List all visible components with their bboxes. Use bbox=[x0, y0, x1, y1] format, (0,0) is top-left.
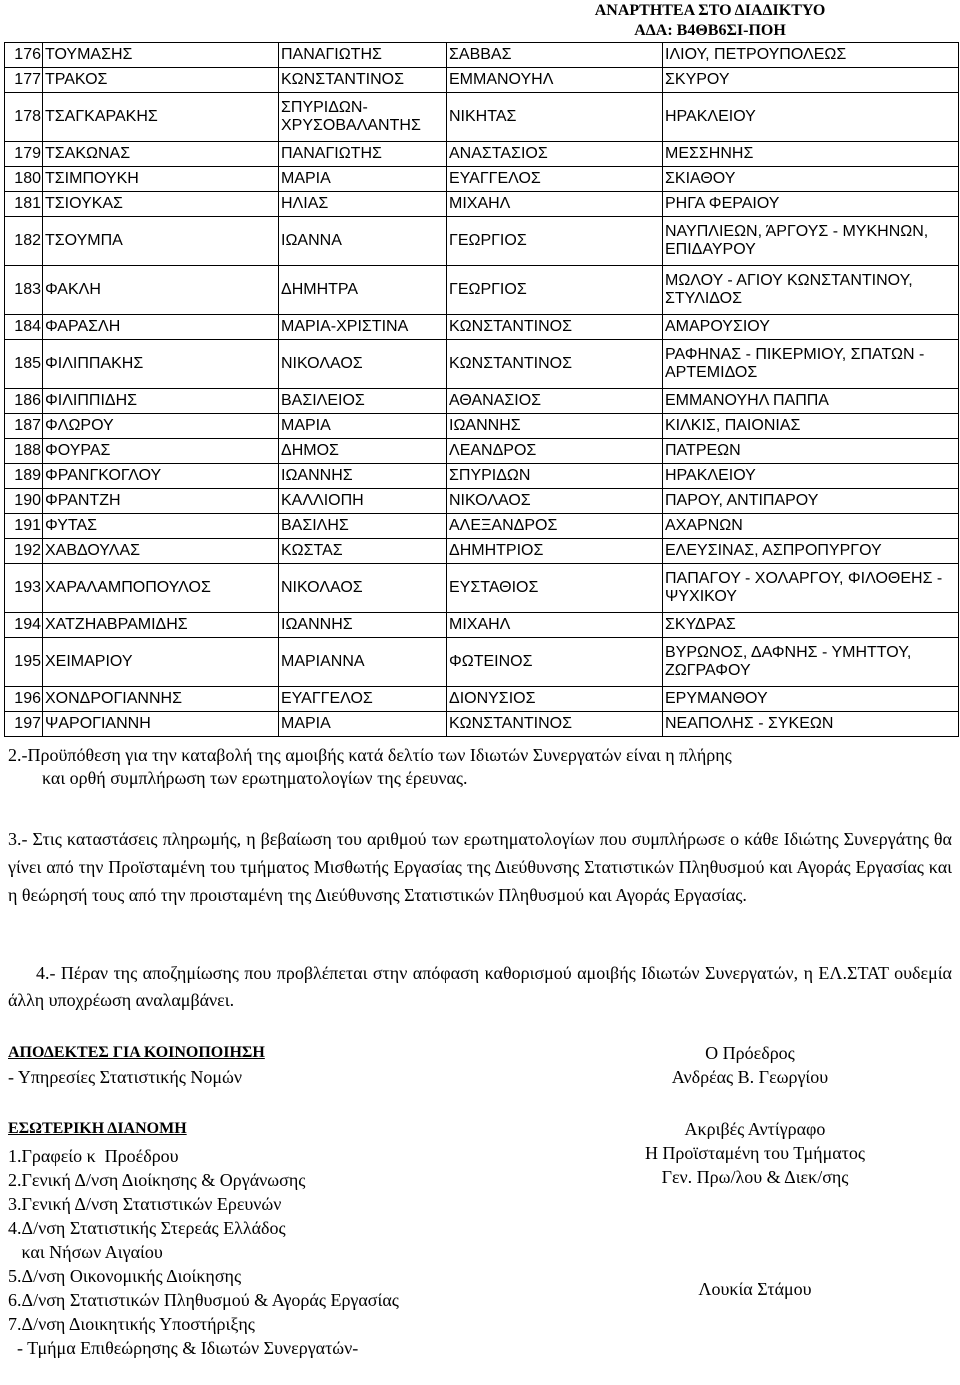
row-number-cell: 183 bbox=[5, 266, 43, 315]
surname-cell: ΨΑΡΟΓΙΑΝΝΗ bbox=[43, 712, 279, 737]
surname-cell: ΧΕΙΜΑΡΙΟΥ bbox=[43, 638, 279, 687]
father-name-cell: ΔΙΟΝΥΣΙΟΣ bbox=[447, 687, 663, 712]
table-row bbox=[5, 687, 959, 712]
table-row bbox=[5, 340, 959, 389]
father-name-cell: ΦΩΤΕΙΝΟΣ bbox=[447, 638, 663, 687]
row-number-cell: 176 bbox=[5, 43, 43, 68]
table-row bbox=[5, 489, 959, 514]
table-row bbox=[5, 638, 959, 687]
father-name-cell: ΜΙΧΑΗΛ bbox=[447, 613, 663, 638]
surname-cell: ΦΙΛΙΠΠΙΔΗΣ bbox=[43, 389, 279, 414]
area-cell: ΗΡΑΚΛΕΙΟΥ bbox=[663, 464, 959, 489]
first-name-cell: ΒΑΣΙΛΕΙΟΣ bbox=[279, 389, 447, 414]
internal-distribution-list bbox=[8, 1144, 568, 1360]
paragraph-2 bbox=[8, 744, 952, 790]
father-name-cell: ΕΜΜΑΝΟΥΗΛ bbox=[447, 68, 663, 93]
first-name-cell: ΕΥΑΓΓΕΛΟΣ bbox=[279, 687, 447, 712]
father-name-cell: ΛΕΑΝΔΡΟΣ bbox=[447, 439, 663, 464]
father-name-cell: ΓΕΩΡΓΙΟΣ bbox=[447, 266, 663, 315]
area-cell: ΜΕΣΣΗΝΗΣ bbox=[663, 142, 959, 167]
paragraph-3: 3.- Στις καταστάσεις πληρωμής, η βεβαίωση του αριθμού των ερωτηματολογίων που συμπλήρωσε ο κάθε Ιδιώτης Συνεργάτης θα γίνει από την Προϊσταμένη του τμήματος Μισθωτής Εργασίας της Διεύθυνσης Στατιστικών Πληθυσμού και Αγοράς Εργασίας και η θεώρησή τους από την προισταμένη της Διεύθυνσης Στατιστικών Πληθυσμού και Αγοράς Εργασίας. bbox=[8, 829, 952, 905]
president-signature-block bbox=[560, 1041, 940, 1089]
table-row bbox=[5, 68, 959, 93]
paragraph-2-line1: 2.-Προϋπόθεση για την καταβολή της αμοιβής κατά δελτίο των Ιδιωτών Συνεργατών είναι η πλήρης bbox=[8, 745, 732, 765]
first-name-cell: ΚΩΣΤΑΣ bbox=[279, 539, 447, 564]
first-name-cell: ΔΗΜΗΤΡΑ bbox=[279, 266, 447, 315]
first-name-cell: ΠΑΝΑΓΙΩΤΗΣ bbox=[279, 142, 447, 167]
internal-distribution-item: 6.Δ/νση Στατιστικών Πληθυσμού & Αγοράς Εργασίας bbox=[8, 1290, 399, 1310]
surname-cell: ΤΣΑΚΩΝΑΣ bbox=[43, 142, 279, 167]
area-cell: ΕΛΕΥΣΙΝΑΣ, ΑΣΠΡΟΠΥΡΓΟΥ bbox=[663, 539, 959, 564]
copy-certification-block bbox=[570, 1117, 940, 1189]
row-number-cell: 182 bbox=[5, 217, 43, 266]
department-name: Γεν. Πρω/λου & Διεκ/σης bbox=[661, 1167, 849, 1187]
internal-distribution-item: 2.Γενική Δ/νση Διοίκησης & Οργάνωσης bbox=[8, 1170, 306, 1190]
first-name-cell: ΚΩΝΣΤΑΝΤΙΝΟΣ bbox=[279, 68, 447, 93]
table-row bbox=[5, 539, 959, 564]
internal-distribution-title: ΕΣΩΤΕΡΙΚΗ ΔΙΑΝΟΜΗ bbox=[8, 1120, 187, 1137]
row-number-cell: 177 bbox=[5, 68, 43, 93]
table-row bbox=[5, 613, 959, 638]
ada-code: ΑΔΑ: Β4ΘΒ6ΣΙ-ΠΟΗ bbox=[634, 22, 786, 39]
internal-distribution-item: και Νήσων Αιγαίου bbox=[8, 1242, 163, 1262]
signer-name: Λουκία Στάμου bbox=[698, 1279, 812, 1299]
internal-distribution-item: 7.Δ/νση Διοικητικής Υποστήριξης bbox=[8, 1314, 255, 1334]
area-cell: ΝΑΥΠΛΙΕΩΝ, ΆΡΓΟΥΣ - ΜΥΚΗΝΩΝ, ΕΠΙΔΑΥΡΟΥ bbox=[663, 217, 959, 266]
area-cell: ΣΚΙΑΘΟΥ bbox=[663, 167, 959, 192]
first-name-cell: ΝΙΚΟΛΑΟΣ bbox=[279, 340, 447, 389]
table-row bbox=[5, 464, 959, 489]
first-name-cell: ΜΑΡΙΑ bbox=[279, 712, 447, 737]
row-number-cell: 188 bbox=[5, 439, 43, 464]
row-number-cell: 185 bbox=[5, 340, 43, 389]
area-cell: ΡΗΓΑ ΦΕΡΑΙΟΥ bbox=[663, 192, 959, 217]
father-name-cell: ΣΑΒΒΑΣ bbox=[447, 43, 663, 68]
registry-table-body bbox=[5, 43, 959, 737]
area-cell: ΒΥΡΩΝΟΣ, ΔΑΦΝΗΣ - ΥΜΗΤΤΟΥ, ΖΩΓΡΑΦΟΥ bbox=[663, 638, 959, 687]
father-name-cell: ΑΛΕΞΑΝΔΡΟΣ bbox=[447, 514, 663, 539]
row-number-cell: 179 bbox=[5, 142, 43, 167]
department-head-label: Η Προϊσταμένη του Τμήματος bbox=[644, 1143, 866, 1163]
area-cell: ΗΡΑΚΛΕΙΟΥ bbox=[663, 93, 959, 142]
table-row bbox=[5, 142, 959, 167]
recipients-title: ΑΠΟΔΕΚΤΕΣ ΓΙΑ ΚΟΙΝΟΠΟΙΗΣΗ bbox=[8, 1044, 265, 1061]
area-cell: ΜΩΛΟΥ - ΑΓΙΟΥ ΚΩΝΣΤΑΝΤΙΝΟΥ, ΣΤΥΛΙΔΟΣ bbox=[663, 266, 959, 315]
area-cell: ΣΚΥΔΡΑΣ bbox=[663, 613, 959, 638]
father-name-cell: ΕΥΑΓΓΕΛΟΣ bbox=[447, 167, 663, 192]
row-number-cell: 189 bbox=[5, 464, 43, 489]
father-name-cell: ΑΝΑΣΤΑΣΙΟΣ bbox=[447, 142, 663, 167]
father-name-cell: ΣΠΥΡΙΔΩΝ bbox=[447, 464, 663, 489]
first-name-cell: ΙΩΑΝΝΗΣ bbox=[279, 464, 447, 489]
row-number-cell: 180 bbox=[5, 167, 43, 192]
father-name-cell: ΜΙΧΑΗΛ bbox=[447, 192, 663, 217]
surname-cell: ΦΛΩΡΟΥ bbox=[43, 414, 279, 439]
father-name-cell: ΚΩΝΣΤΑΝΤΙΝΟΣ bbox=[447, 712, 663, 737]
row-number-cell: 184 bbox=[5, 315, 43, 340]
area-cell: ΠΑΡΟΥ, ΑΝΤΙΠΑΡΟΥ bbox=[663, 489, 959, 514]
first-name-cell: ΜΑΡΙΑ bbox=[279, 414, 447, 439]
father-name-cell: ΓΕΩΡΓΙΟΣ bbox=[447, 217, 663, 266]
surname-cell: ΤΣΙΜΠΟΥΚΗ bbox=[43, 167, 279, 192]
surname-cell: ΦΥΤΑΣ bbox=[43, 514, 279, 539]
father-name-cell: ΙΩΑΝΝΗΣ bbox=[447, 414, 663, 439]
father-name-cell: ΑΘΑΝΑΣΙΟΣ bbox=[447, 389, 663, 414]
paragraph-2-line2: και ορθή συμπλήρωση των ερωτηματολογίων της έρευνας. bbox=[42, 768, 468, 788]
internal-distribution-item: 1.Γραφείο κ Προέδρου bbox=[8, 1146, 179, 1166]
surname-cell: ΧΑΒΔΟΥΛΑΣ bbox=[43, 539, 279, 564]
father-name-cell: ΚΩΝΣΤΑΝΤΙΝΟΣ bbox=[447, 315, 663, 340]
row-number-cell: 195 bbox=[5, 638, 43, 687]
row-number-cell: 190 bbox=[5, 489, 43, 514]
table-row bbox=[5, 414, 959, 439]
table-row bbox=[5, 266, 959, 315]
surname-cell: ΦΑΚΛΗ bbox=[43, 266, 279, 315]
area-cell: ΚΙΛΚΙΣ, ΠΑΙΟΝΙΑΣ bbox=[663, 414, 959, 439]
area-cell: ΡΑΦΗΝΑΣ - ΠΙΚΕΡΜΙΟΥ, ΣΠΑΤΩΝ - ΑΡΤΕΜΙΔΟΣ bbox=[663, 340, 959, 389]
surname-cell: ΦΑΡΑΣΛΗ bbox=[43, 315, 279, 340]
first-name-cell: ΜΑΡΙΑ-ΧΡΙΣΤΙΝΑ bbox=[279, 315, 447, 340]
table-row bbox=[5, 43, 959, 68]
table-row bbox=[5, 315, 959, 340]
table-row bbox=[5, 514, 959, 539]
table-row bbox=[5, 93, 959, 142]
table-row bbox=[5, 167, 959, 192]
table-row bbox=[5, 217, 959, 266]
first-name-cell: ΜΑΡΙΑ bbox=[279, 167, 447, 192]
father-name-cell: ΝΙΚΟΛΑΟΣ bbox=[447, 489, 663, 514]
table-row bbox=[5, 192, 959, 217]
surname-cell: ΧΟΝΔΡΟΓΙΑΝΝΗΣ bbox=[43, 687, 279, 712]
surname-cell: ΧΑΤΖΗΑΒΡΑΜΙΔΗΣ bbox=[43, 613, 279, 638]
area-cell: ΝΕΑΠΟΛΗΣ - ΣΥΚΕΩΝ bbox=[663, 712, 959, 737]
father-name-cell: ΔΗΜΗΤΡΙΟΣ bbox=[447, 539, 663, 564]
surname-cell: ΤΡΑΚΟΣ bbox=[43, 68, 279, 93]
certified-copy-label: Ακριβές Αντίγραφο bbox=[684, 1119, 826, 1139]
row-number-cell: 191 bbox=[5, 514, 43, 539]
row-number-cell: 194 bbox=[5, 613, 43, 638]
table-row bbox=[5, 564, 959, 613]
area-cell: ΠΑΤΡΕΩΝ bbox=[663, 439, 959, 464]
internal-distribution-item: 4.Δ/νση Στατιστικής Στερεάς Ελλάδος bbox=[8, 1218, 286, 1238]
internal-distribution-item: 5.Δ/νση Οικονομικής Διοίκησης bbox=[8, 1266, 242, 1286]
father-name-cell: ΚΩΝΣΤΑΝΤΙΝΟΣ bbox=[447, 340, 663, 389]
surname-cell: ΤΣΟΥΜΠΑ bbox=[43, 217, 279, 266]
first-name-cell: ΔΗΜΟΣ bbox=[279, 439, 447, 464]
first-name-cell: ΗΛΙΑΣ bbox=[279, 192, 447, 217]
internal-distribution-item: - Τμήμα Επιθεώρησης & Ιδιωτών Συνεργατών- bbox=[8, 1338, 359, 1358]
recipients-item: - Υπηρεσίες Στατιστικής Νομών bbox=[8, 1067, 243, 1087]
table-row bbox=[5, 712, 959, 737]
surname-cell: ΦΟΥΡΑΣ bbox=[43, 439, 279, 464]
surname-cell: ΧΑΡΑΛΑΜΠΟΠΟΥΛΟΣ bbox=[43, 564, 279, 613]
surname-cell: ΦΙΛΙΠΠΑΚΗΣ bbox=[43, 340, 279, 389]
area-cell: ΕΡΥΜΑΝΘΟΥ bbox=[663, 687, 959, 712]
area-cell: ΕΜΜΑΝΟΥΗΛ ΠΑΠΠΑ bbox=[663, 389, 959, 414]
area-cell: ΠΑΠΑΓΟΥ - ΧΟΛΑΡΓΟΥ, ΦΙΛΟΘΕΗΣ - ΨΥΧΙΚΟΥ bbox=[663, 564, 959, 613]
area-cell: ΑΜΑΡΟΥΣΙΟΥ bbox=[663, 315, 959, 340]
row-number-cell: 197 bbox=[5, 712, 43, 737]
surname-cell: ΤΣΑΓΚΑΡΑΚΗΣ bbox=[43, 93, 279, 142]
first-name-cell: ΜΑΡΙΑΝΝΑ bbox=[279, 638, 447, 687]
row-number-cell: 178 bbox=[5, 93, 43, 142]
father-name-cell: ΝΙΚΗΤΑΣ bbox=[447, 93, 663, 142]
first-name-cell: ΚΑΛΛΙΟΠΗ bbox=[279, 489, 447, 514]
president-role: Ο Πρόεδρος bbox=[705, 1043, 795, 1063]
internal-distribution-block bbox=[8, 1117, 568, 1360]
row-number-cell: 193 bbox=[5, 564, 43, 613]
area-cell: ΑΧΑΡΝΩΝ bbox=[663, 514, 959, 539]
surname-cell: ΦΡΑΝΤΖΗ bbox=[43, 489, 279, 514]
president-name: Ανδρέας Β. Γεωργίου bbox=[671, 1067, 829, 1087]
registry-table bbox=[4, 42, 959, 737]
internal-distribution-item: 3.Γενική Δ/νση Στατιστικών Ερευνών bbox=[8, 1194, 282, 1214]
first-name-cell: ΙΩΑΝΝΑ bbox=[279, 217, 447, 266]
row-number-cell: 192 bbox=[5, 539, 43, 564]
row-number-cell: 187 bbox=[5, 414, 43, 439]
first-name-cell: ΠΑΝΑΓΙΩΤΗΣ bbox=[279, 43, 447, 68]
area-cell: ΙΛΙΟΥ, ΠΕΤΡΟΥΠΟΛΕΩΣ bbox=[663, 43, 959, 68]
first-name-cell: ΙΩΑΝΝΗΣ bbox=[279, 613, 447, 638]
table-row bbox=[5, 439, 959, 464]
publication-notice: ΑΝΑΡΤΗΤΕΑ ΣΤΟ ΔΙΑΔΙΚΤΥΟ bbox=[594, 2, 826, 19]
surname-cell: ΦΡΑΝΓΚΟΓΛΟΥ bbox=[43, 464, 279, 489]
first-name-cell: ΝΙΚΟΛΑΟΣ bbox=[279, 564, 447, 613]
area-cell: ΣΚΥΡΟΥ bbox=[663, 68, 959, 93]
paragraph-4: 4.- Πέραν της αποζημίωσης που προβλέπεται στην απόφαση καθορισμού αμοιβής Ιδιωτών Συνεργατών, η ΕΛ.ΣΤΑΤ ουδεμία άλλη υποχρέωση αναλαμβάνει. bbox=[8, 963, 952, 1010]
surname-cell: ΤΟΥΜΑΣΗΣ bbox=[43, 43, 279, 68]
father-name-cell: ΕΥΣΤΑΘΙΟΣ bbox=[447, 564, 663, 613]
first-name-cell: ΒΑΣΙΛΗΣ bbox=[279, 514, 447, 539]
first-name-cell: ΣΠΥΡΙΔΩΝ-ΧΡΥΣΟΒΑΛΑΝΤΗΣ bbox=[279, 93, 447, 142]
row-number-cell: 196 bbox=[5, 687, 43, 712]
row-number-cell: 186 bbox=[5, 389, 43, 414]
recipients-block bbox=[8, 1041, 468, 1089]
surname-cell: ΤΣΙΟΥΚΑΣ bbox=[43, 192, 279, 217]
row-number-cell: 181 bbox=[5, 192, 43, 217]
table-row bbox=[5, 389, 959, 414]
